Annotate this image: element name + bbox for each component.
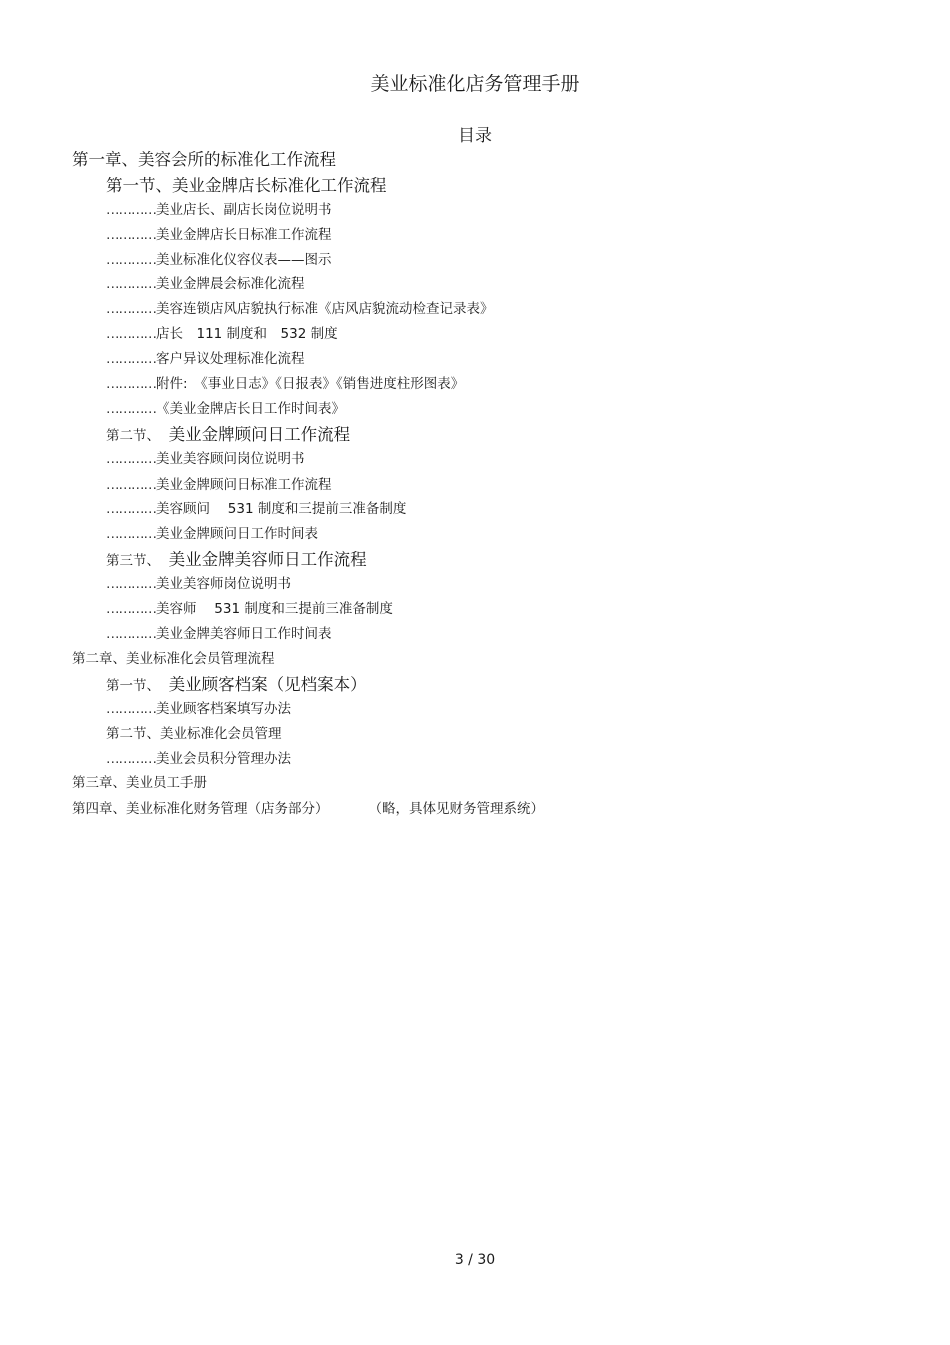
- toc-item-label: 美业会员积分管理办法: [156, 751, 291, 767]
- toc-item-label: 美业顾客档案填写办法: [156, 701, 291, 717]
- toc-section-2-1[interactable]: [106, 674, 367, 697]
- toc-item[interactable]: [106, 623, 332, 645]
- leader-dots: …………: [106, 301, 156, 317]
- section-prefix: 第二节、: [106, 428, 160, 444]
- leader-dots: …………: [106, 701, 156, 717]
- leader-dots: …………: [106, 451, 156, 467]
- toc-item-label: 美容师 531 制度和三提前三准备制度: [156, 601, 393, 617]
- toc-item[interactable]: [106, 373, 464, 395]
- toc-item-label: 附件: 《事业日志》《日报表》《销售进度柱形图表》: [156, 376, 465, 392]
- leader-dots: …………: [106, 276, 156, 292]
- toc-item[interactable]: [106, 448, 305, 470]
- chapter-note: （略，具体见财务管理系统）: [368, 801, 544, 817]
- toc-item-label: 美容连锁店风店貌执行标准《店风店貌流动检查记录表》: [156, 301, 494, 317]
- toc-heading: 目录: [458, 126, 492, 146]
- toc-item-label: 美业金牌顾问日标准工作流程: [156, 477, 332, 493]
- toc-item[interactable]: [106, 573, 291, 595]
- toc-item-label: 美业店长、副店长岗位说明书: [156, 202, 332, 218]
- section-prefix: 第一节、: [106, 678, 160, 694]
- leader-dots: …………: [106, 601, 156, 617]
- toc-item-label: 店长 111 制度和 532 制度: [156, 326, 338, 342]
- section-prefix: 第三节、: [106, 553, 160, 569]
- leader-dots: …………: [106, 576, 156, 592]
- toc-item[interactable]: [106, 224, 332, 246]
- leader-dots: …………: [106, 401, 156, 417]
- toc-item[interactable]: [106, 474, 332, 496]
- leader-dots: …………: [106, 526, 156, 542]
- toc-chapter-2[interactable]: 第二章、美业标准化会员管理流程: [72, 651, 275, 667]
- toc-item[interactable]: [106, 273, 305, 295]
- toc-item[interactable]: [106, 348, 305, 370]
- toc-item-label: 美业金牌顾问日工作时间表: [156, 526, 318, 542]
- leader-dots: …………: [106, 326, 156, 342]
- leader-dots: …………: [106, 751, 156, 767]
- toc-item[interactable]: [106, 598, 393, 620]
- toc-item-label: 《美业金牌店长日工作时间表》: [156, 401, 345, 417]
- toc-section-1-1[interactable]: 第一节、美业金牌店长标准化工作流程: [106, 176, 387, 195]
- toc-item-label: 客户异议处理标准化流程: [156, 351, 305, 367]
- leader-dots: …………: [106, 202, 156, 218]
- toc-section-1-2[interactable]: [106, 424, 350, 447]
- leader-dots: …………: [106, 477, 156, 493]
- toc-item[interactable]: [106, 249, 332, 271]
- toc-item[interactable]: [106, 298, 494, 320]
- section-title: 美业金牌顾问日工作流程: [168, 425, 351, 444]
- page-number: 3 / 30: [454, 1252, 496, 1268]
- toc-chapter-3[interactable]: 第三章、美业员工手册: [72, 775, 207, 791]
- toc-item[interactable]: [106, 199, 332, 221]
- toc-item-label: 美业美容师岗位说明书: [156, 576, 291, 592]
- toc-item-label: 美业金牌店长日标准工作流程: [156, 227, 332, 243]
- toc-item[interactable]: [106, 523, 318, 545]
- leader-dots: …………: [106, 227, 156, 243]
- toc-chapter-4[interactable]: [72, 798, 544, 820]
- toc-item[interactable]: [106, 698, 291, 720]
- leader-dots: …………: [106, 626, 156, 642]
- toc-item[interactable]: [106, 323, 338, 345]
- toc-item-label: 美业美容顾问岗位说明书: [156, 451, 305, 467]
- leader-dots: …………: [106, 252, 156, 268]
- toc-section-1-3[interactable]: [106, 549, 367, 572]
- section-title: 美业顾客档案（见档案本）: [168, 675, 367, 694]
- leader-dots: …………: [106, 351, 156, 367]
- leader-dots: …………: [106, 376, 156, 392]
- toc-section-2-2[interactable]: 第二节、美业标准化会员管理: [106, 726, 282, 742]
- document-title: 美业标准化店务管理手册: [370, 73, 580, 95]
- toc-item[interactable]: [106, 748, 291, 770]
- toc-item-label: 美业金牌美容师日工作时间表: [156, 626, 332, 642]
- toc-item[interactable]: [106, 498, 406, 520]
- toc-item-label: 美容顾问 531 制度和三提前三准备制度: [156, 501, 407, 517]
- chapter-title: 第四章、美业标准化财务管理（店务部分）: [72, 801, 329, 817]
- toc-chapter-1[interactable]: 第一章、美容会所的标准化工作流程: [72, 150, 336, 169]
- leader-dots: …………: [106, 501, 156, 517]
- toc-item-label: 美业金牌晨会标准化流程: [156, 276, 305, 292]
- toc-item-label: 美业标准化仪容仪表——图示: [156, 252, 332, 268]
- toc-item[interactable]: [106, 398, 345, 420]
- section-title: 美业金牌美容师日工作流程: [168, 550, 367, 569]
